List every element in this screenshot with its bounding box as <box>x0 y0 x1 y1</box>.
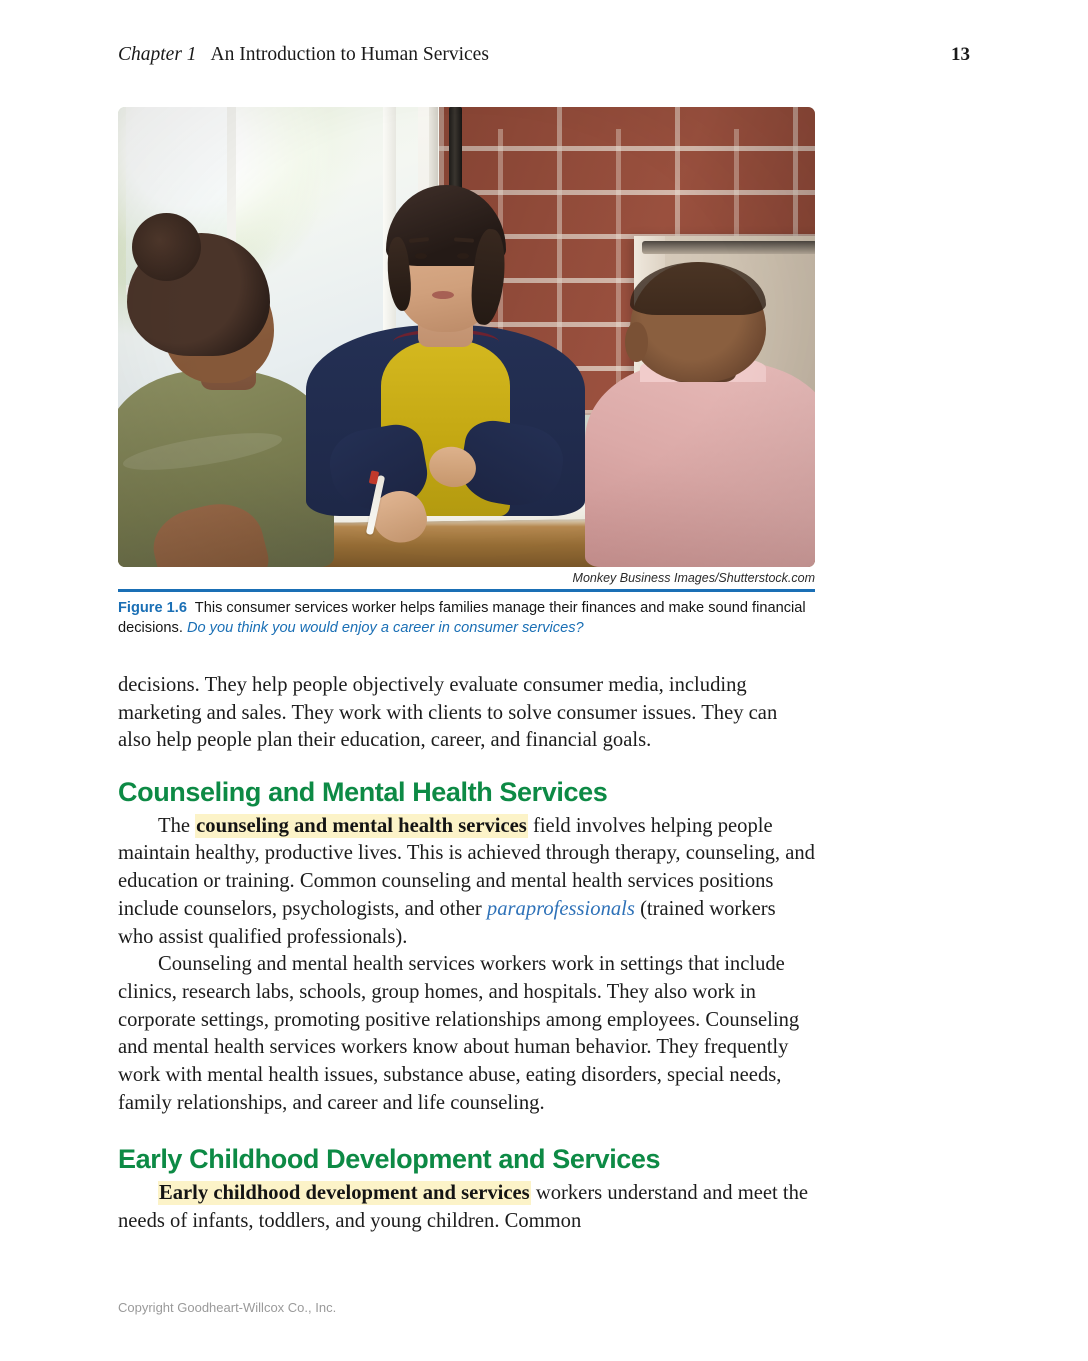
figure-photo <box>118 107 815 567</box>
worker-eye-right <box>457 253 469 259</box>
running-head <box>118 44 970 66</box>
chapter-title: An Introduction to Human Services <box>210 44 489 65</box>
paragraph-lead-in: The <box>158 814 196 837</box>
figure-caption <box>118 598 815 639</box>
client-woman-left <box>118 227 334 567</box>
worker-eye-left <box>415 253 427 259</box>
consumer-services-worker <box>306 148 585 516</box>
counseling-paragraph-1 <box>118 813 815 951</box>
pink-shirt <box>585 362 815 567</box>
left-client-hair-bun <box>132 213 201 281</box>
section-heading-counseling: Counseling and Mental Health Services <box>118 777 608 808</box>
figure-caption-label: Figure 1.6 <box>118 600 187 616</box>
figure-caption-text <box>187 600 195 616</box>
counseling-paragraph-2: Counseling and mental health services workers work in settings that include clinics, research labs, schools, group homes, and hospitals. They also work in corporate settings, promoting positive relationships among employees. Counseling and mental health services workers know about human behavior. They frequently work with mental health issues, substance abuse, eating disorders, special needs, family relationships, and career and life counseling. <box>118 953 800 1114</box>
caption-divider <box>118 589 815 592</box>
figure-caption-body: This consumer services worker helps families manage their finances and make sound financial decisions. <box>118 600 806 637</box>
chapter-label: Chapter 1 <box>118 44 197 65</box>
intro-paragraph: decisions. They help people objectively evaluate consumer media, including marketing and sales. They work with clients to solve consumer issues. They can also help people plan their education, career, and financial goals. <box>118 674 778 752</box>
photo-credit: Monkey Business Images/Shutterstock.com <box>572 571 815 585</box>
glossary-term-paraprofessionals: paraprofessionals <box>486 897 635 920</box>
section-heading-early-childhood: Early Childhood Development and Services <box>118 1144 661 1175</box>
key-term-early-childhood: Early childhood development and services <box>159 1182 530 1204</box>
figure-caption-question: Do you think you would enjoy a career in consumer services? <box>186 620 584 637</box>
paragraph-trailing-text: (trained workers who assist qualified professionals). <box>118 897 776 948</box>
key-term-counseling: counseling and mental health services <box>196 814 527 837</box>
early-childhood-trailing-text: workers understand and meet the needs of infants, toddlers, and young children. Common <box>118 1182 809 1232</box>
page-number: 13 <box>951 44 970 65</box>
right-client-hair <box>630 262 765 315</box>
page-body-content <box>118 672 815 1235</box>
copyright-footer: Copyright Goodheart-Willcox Co., Inc. <box>118 1300 337 1315</box>
running-head-left <box>118 44 489 66</box>
early-childhood-paragraph-1 <box>118 1180 815 1235</box>
right-client-ear <box>625 322 648 362</box>
paragraph-middle-text: field involves helping people maintain healthy, productive lives. This is achieved through therapy, counseling, and education or training. Common counseling and mental health services positions include counselors, psychologists, and other <box>118 814 815 920</box>
client-man-right <box>585 236 815 567</box>
photo-scene <box>118 107 815 567</box>
figure-1-6 <box>118 107 815 639</box>
